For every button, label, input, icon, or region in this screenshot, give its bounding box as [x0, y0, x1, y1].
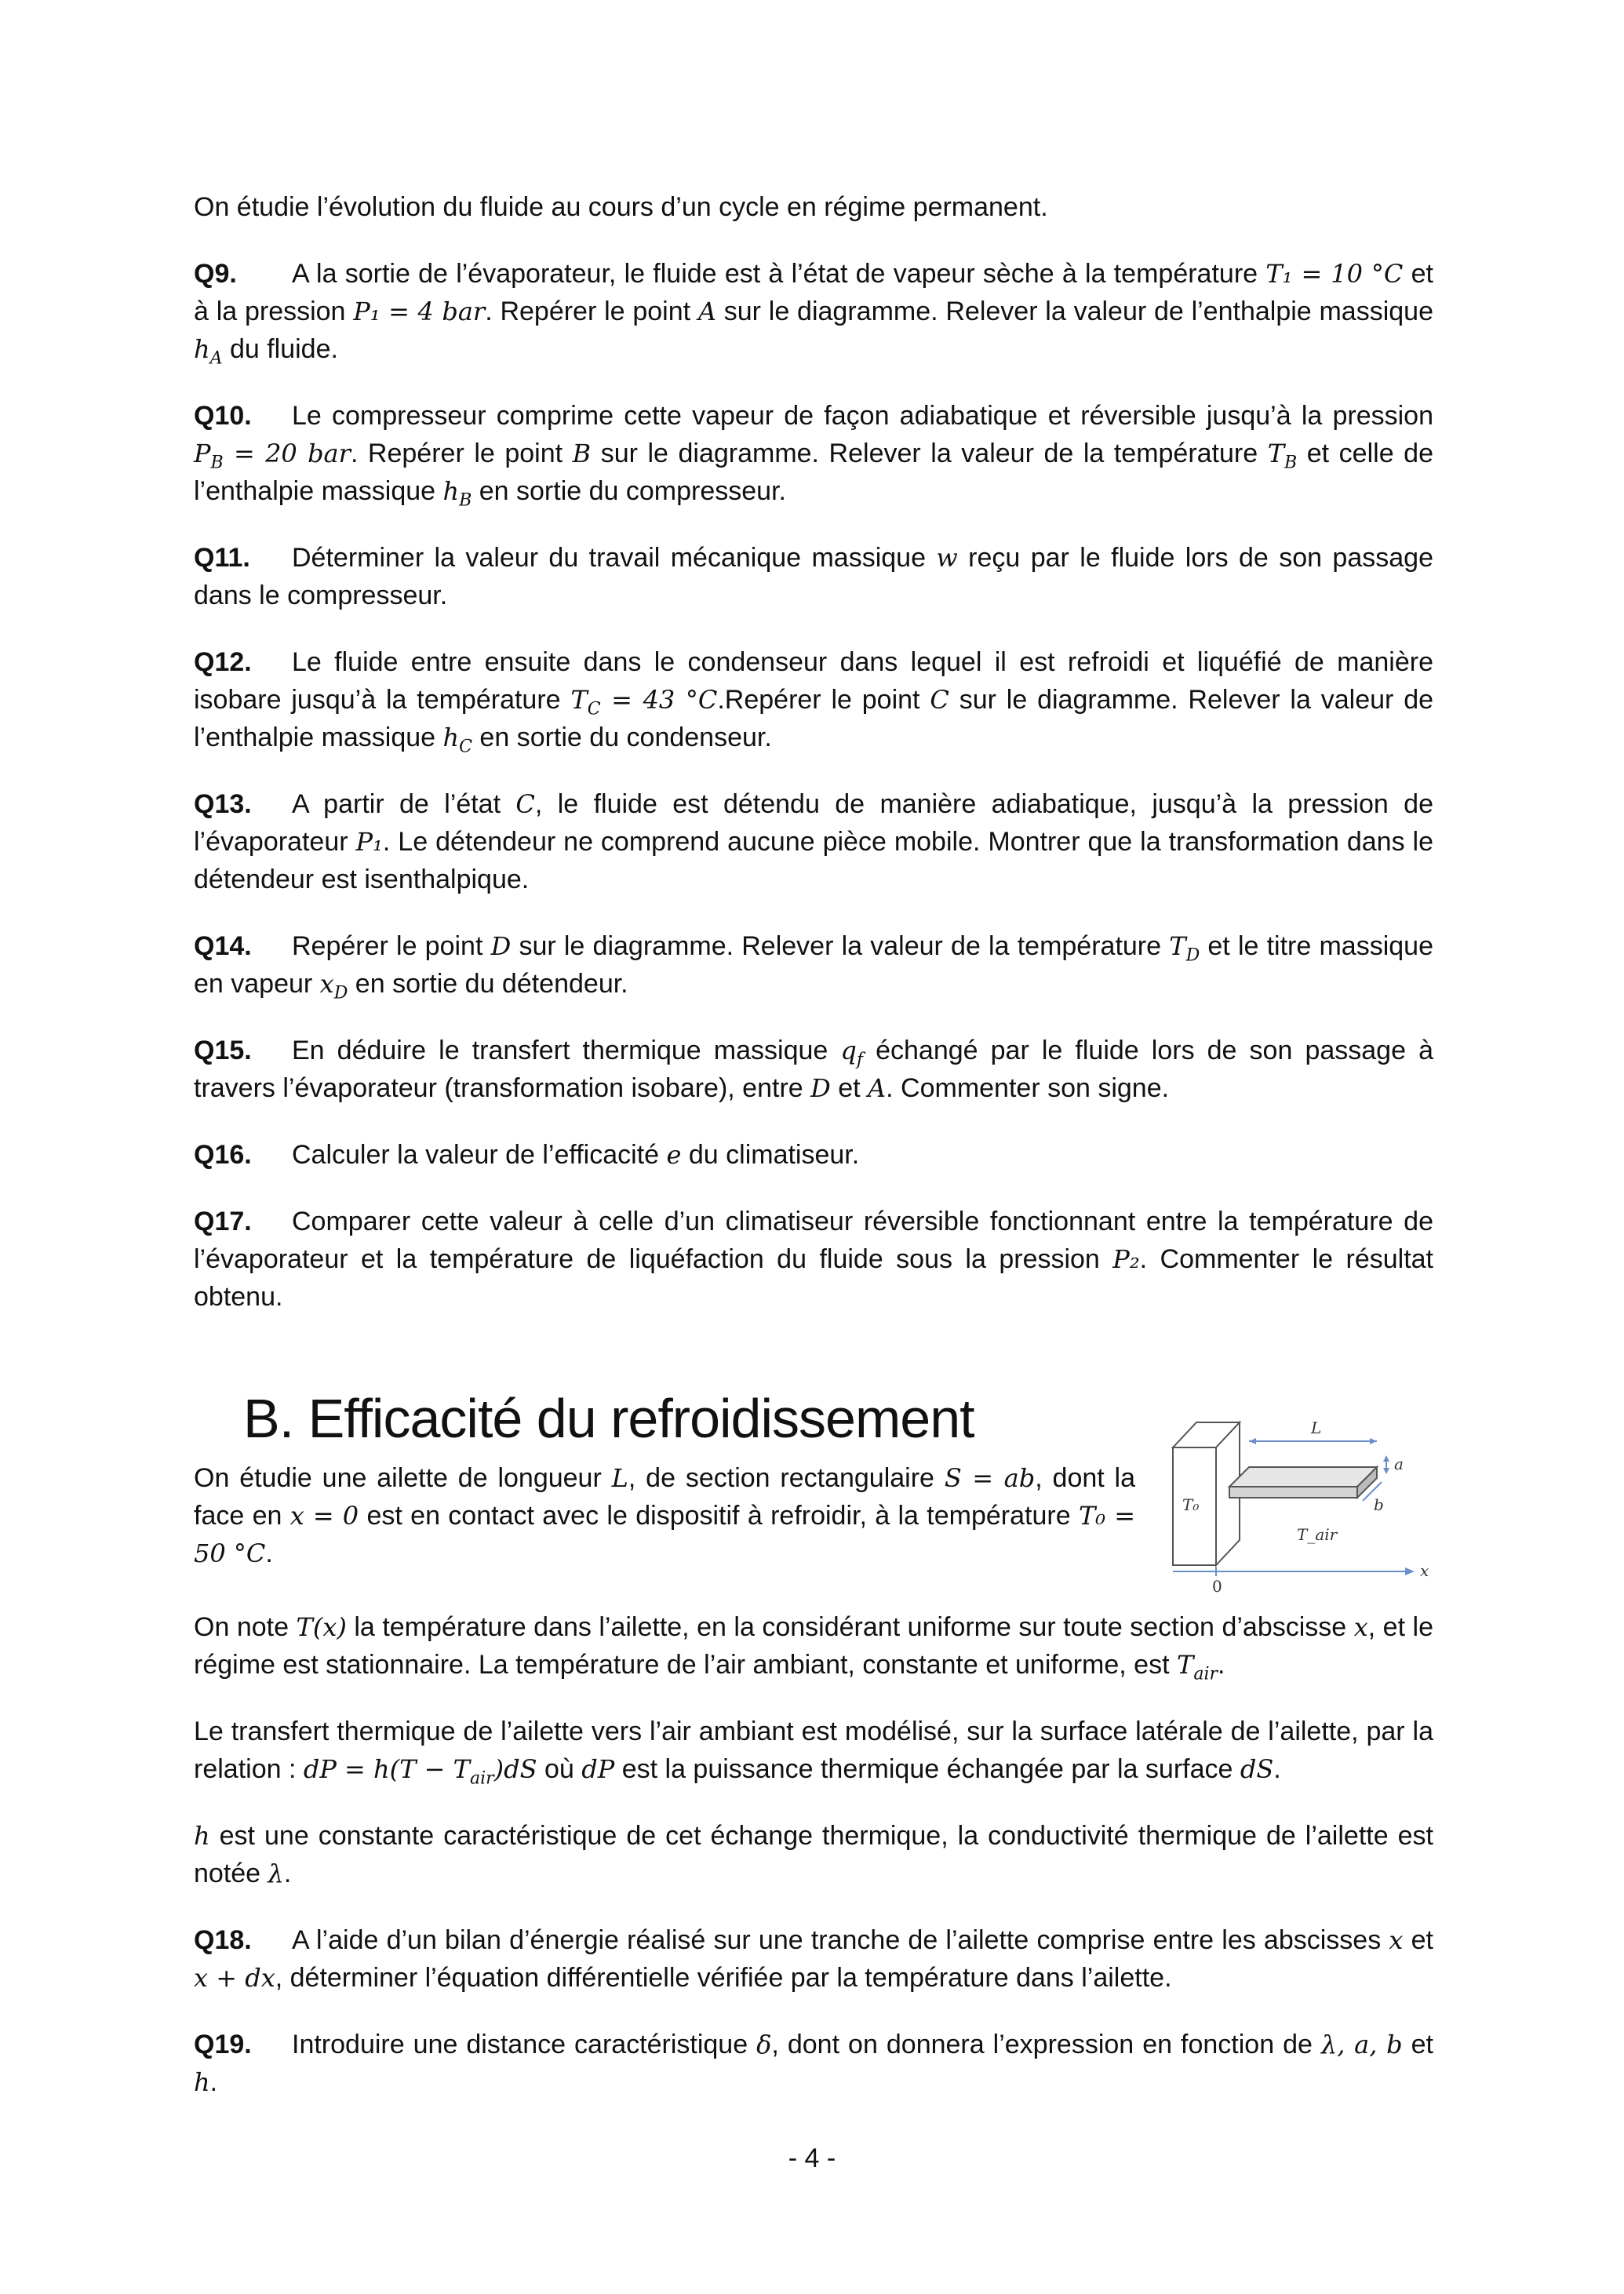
section-b-p2: Le transfert thermique de l’ailette vers l’air ambiant est modélisé, sur la surface latérale de l’ailette, par la relation : dP = $h(T - T_{air})dS$ où dP est la puissance thermique échangée par la surface dS.	[194, 1717, 1433, 1789]
question-q16: Q16. Calculer la valeur de l’efficacité e du climatiseur.	[194, 1140, 860, 1170]
fin-front-face	[1229, 1487, 1357, 1498]
question-q15: Q15. En déduire le transfert thermique massique $q_f$ échangé par le fluide lors de son passage à travers l’évaporateur (transformation isobare), entre D et A. Commenter son signe.	[194, 1036, 1433, 1103]
fin-top-face	[1229, 1467, 1377, 1487]
question-q12: Q12. Le fluide entre ensuite dans le condenseur dans lequel il est refroidi et liquéfié de manière isobare jusqu’à la température $T_C = 43$ °C.Repérer le point C sur le diagramme. Relever la valeur de l’enthalpie massique $h_C$ en sortie du condenseur.	[194, 647, 1434, 757]
section-b-title: B. Efficacité du refroidissement	[243, 1388, 974, 1449]
question-q17: Q17. Comparer cette valeur à celle d’un climatiseur réversible fonctionnant entre la température de l’évaporateur et la température de liquéfaction du fluide sous la pression P₂. Commenter le résultat obtenu.	[194, 1207, 1433, 1312]
label-T0: T₀	[1182, 1495, 1200, 1514]
section-b-p3: h est une constante caractéristique de cet échange thermique, la conductivité thermique de l’ailette est notée λ.	[194, 1821, 1433, 1888]
question-q14: Q14. Repérer le point D sur le diagramme. Relever la valeur de la température $T_D$ et le titre massique en vapeur $x_D$ en sortie du détendeur.	[194, 931, 1433, 1003]
intro-paragraph: On étudie l’évolution du fluide au cours d’un cycle en régime permanent.	[194, 192, 1048, 222]
question-q11: Q11. Déterminer la valeur du travail mécanique massique w reçu par le fluide lors de son passage dans le compresseur.	[194, 543, 1433, 610]
exercise-part-a	[194, 188, 1433, 1345]
question-q10: Q10. Le compresseur comprime cette vapeur de façon adiabatique et réversible jusqu’à la pression $P_B = 20$ bar. Repérer le point B sur le diagramme. Relever la valeur de la température $T_B$ et celle de l’enthalpie massique $h_B$ en sortie du compresseur.	[194, 401, 1433, 511]
label-L: L	[1311, 1418, 1322, 1437]
fin-diagram	[1165, 1400, 1440, 1593]
label-a: a	[1394, 1455, 1404, 1473]
section-b-body	[194, 1608, 1433, 2130]
question-q18: Q18. A l’aide d’un bilan d’énergie réalisé sur une tranche de l’ailette comprise entre les abscisses x et x + dx, déterminer l’équation différentielle vérifiée par la température dans l’ailette.	[194, 1925, 1433, 1993]
label-x: x	[1420, 1561, 1429, 1580]
section-b-intro: On étudie une ailette de longueur L, de section rectangulaire S = ab, dont la face en x = 0 est en contact avec le dispositif à refroidir, à la température T₀ = 50 °C.	[194, 1463, 1136, 1568]
question-q13: Q13. A partir de l’état C, le fluide est détendu de manière adiabatique, jusqu’à la pression de l’évaporateur P₁. Le détendeur ne comprend aucune pièce mobile. Montrer que la transformation dans le détendeur est isenthalpique.	[194, 789, 1433, 894]
page-number: - 4 -	[788, 2143, 836, 2173]
question-q19: Q19. Introduire une distance caractéristique δ, dont on donnera l’expression en fonction de λ, a, b et h.	[194, 2030, 1433, 2097]
label-origin: 0	[1212, 1577, 1222, 1593]
question-q9: Q9. A la sortie de l’évaporateur, le fluide est à l’état de vapeur sèche à la température T₁ = 10 °C et à la pression P₁ = 4 bar. Repérer le point A sur le diagramme. Relever la valeur de l’enthalpie massique $h_A$ du fluide.	[194, 259, 1434, 369]
section-b-p1: On note T(x) la température dans l’ailette, en la considérant uniforme sur toute section d’abscisse x, et le régime est stationnaire. La température de l’air ambiant, constante et uniforme, est $T_{air}$.	[194, 1612, 1433, 1684]
label-Tair: T_air	[1297, 1525, 1338, 1544]
label-b: b	[1374, 1495, 1384, 1514]
